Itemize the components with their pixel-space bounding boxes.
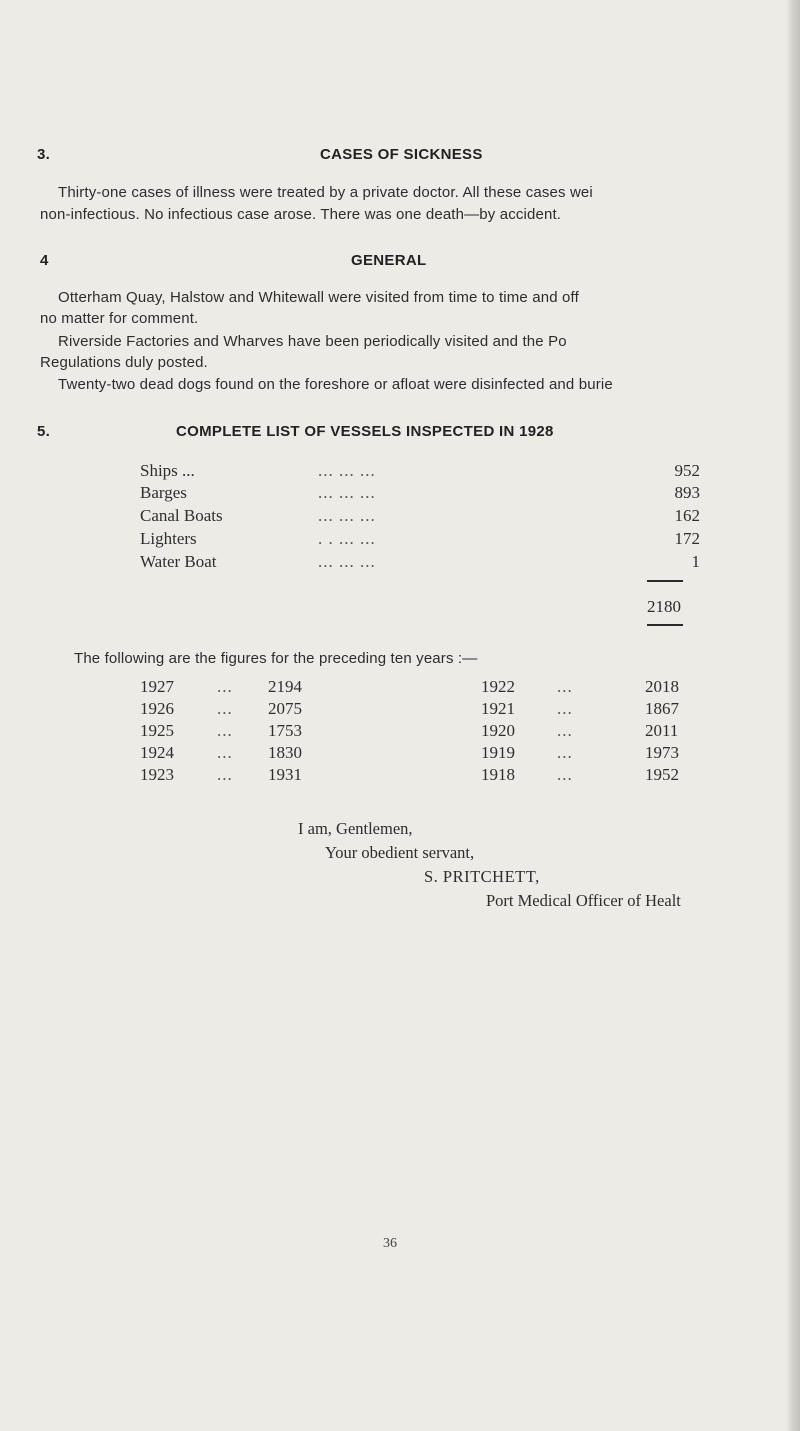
value-left: 1830 xyxy=(268,743,302,762)
vessel-name: Barges xyxy=(140,483,187,502)
preceding-years-intro: The following are the figures for the preceding ten years :— xyxy=(74,650,478,667)
vessel-count: 172 xyxy=(674,529,700,548)
leader-dots: ... xyxy=(557,677,573,696)
value-right: 2018 xyxy=(645,677,679,696)
leader-dots: ... xyxy=(557,721,573,740)
vessel-leader-dots: ... ... ... xyxy=(318,483,376,502)
vessel-count: 952 xyxy=(674,461,700,480)
section-5-heading: COMPLETE LIST OF VESSELS INSPECTED IN 1928 xyxy=(176,423,554,440)
vessel-row xyxy=(140,483,700,505)
leader-dots: ... xyxy=(217,721,233,740)
section-4-text-line-4: Regulations duly posted. xyxy=(40,354,208,371)
year-right: 1922 xyxy=(481,677,515,696)
year-left: 1924 xyxy=(140,743,174,762)
vessel-name: Canal Boats xyxy=(140,506,223,525)
signatory-name: S. PRITCHETT, xyxy=(424,867,540,886)
year-left: 1923 xyxy=(140,765,174,784)
vessel-count: 893 xyxy=(674,483,700,502)
total-rule-top xyxy=(647,580,683,582)
value-right: 1952 xyxy=(645,765,679,784)
vessel-leader-dots: ... ... ... xyxy=(318,552,376,571)
leader-dots: ... xyxy=(217,699,233,718)
value-left: 1753 xyxy=(268,721,302,740)
year-right: 1918 xyxy=(481,765,515,784)
total-rule-bottom xyxy=(647,624,683,626)
section-3-number: 3. xyxy=(37,146,51,163)
year-row xyxy=(140,699,720,721)
section-3-text-line-1: Thirty-one cases of illness were treated by a private doctor. All these cases wei xyxy=(58,184,593,201)
year-right: 1921 xyxy=(481,699,515,718)
vessel-name: Lighters xyxy=(140,529,197,548)
section-5-number: 5. xyxy=(37,423,51,440)
section-3-text-line-2: non-infectious. No infectious case arose. There was one death—by accident. xyxy=(40,206,562,223)
section-4-number: 4 xyxy=(40,252,49,269)
year-left: 1925 xyxy=(140,721,174,740)
year-right: 1920 xyxy=(481,721,515,740)
vessel-leader-dots: ... ... ... xyxy=(318,461,376,480)
year-row xyxy=(140,677,720,699)
vessel-count: 162 xyxy=(674,506,700,525)
year-right: 1919 xyxy=(481,743,515,762)
section-4-text-line-3: Riverside Factories and Wharves have been periodically visited and the Po xyxy=(58,333,567,350)
page-number: 36 xyxy=(383,1236,397,1251)
vessel-row xyxy=(140,461,700,483)
vessel-count: 1 xyxy=(691,552,700,571)
value-right: 1973 xyxy=(645,743,679,762)
leader-dots: ... xyxy=(217,765,233,784)
year-row xyxy=(140,743,720,765)
section-4-text-line-5: Twenty-two dead dogs found on the foreshore or afloat were disinfected and burie xyxy=(58,376,613,393)
page-edge-shadow xyxy=(786,0,800,1431)
vessel-total: 2180 xyxy=(647,597,681,616)
vessel-row xyxy=(140,529,700,551)
leader-dots: ... xyxy=(557,743,573,762)
signatory-title: Port Medical Officer of Healt xyxy=(486,891,681,910)
section-4-text-line-2: no matter for comment. xyxy=(40,310,199,327)
closing-salutation: I am, Gentlemen, xyxy=(298,819,413,838)
vessel-row xyxy=(140,552,700,574)
year-left: 1926 xyxy=(140,699,174,718)
year-left: 1927 xyxy=(140,677,174,696)
section-4-heading: GENERAL xyxy=(351,252,427,269)
section-4-text-line-1: Otterham Quay, Halstow and Whitewall were visited from time to time and off xyxy=(58,289,579,306)
closing-valediction: Your obedient servant, xyxy=(325,843,475,862)
year-row xyxy=(140,765,720,787)
value-right: 1867 xyxy=(645,699,679,718)
vessel-leader-dots: ... ... ... xyxy=(318,506,376,525)
year-row xyxy=(140,721,720,743)
vessel-name: Ships ... xyxy=(140,461,195,480)
vessel-name: Water Boat xyxy=(140,552,217,571)
value-left: 2194 xyxy=(268,677,302,696)
value-left: 2075 xyxy=(268,699,302,718)
value-left: 1931 xyxy=(268,765,302,784)
leader-dots: ... xyxy=(217,743,233,762)
section-3-heading: CASES OF SICKNESS xyxy=(320,146,483,163)
value-right: 2011 xyxy=(645,721,679,740)
leader-dots: ... xyxy=(217,677,233,696)
leader-dots: ... xyxy=(557,699,573,718)
vessel-row xyxy=(140,506,700,528)
leader-dots: ... xyxy=(557,765,573,784)
vessel-leader-dots: . . ... ... xyxy=(318,529,376,548)
